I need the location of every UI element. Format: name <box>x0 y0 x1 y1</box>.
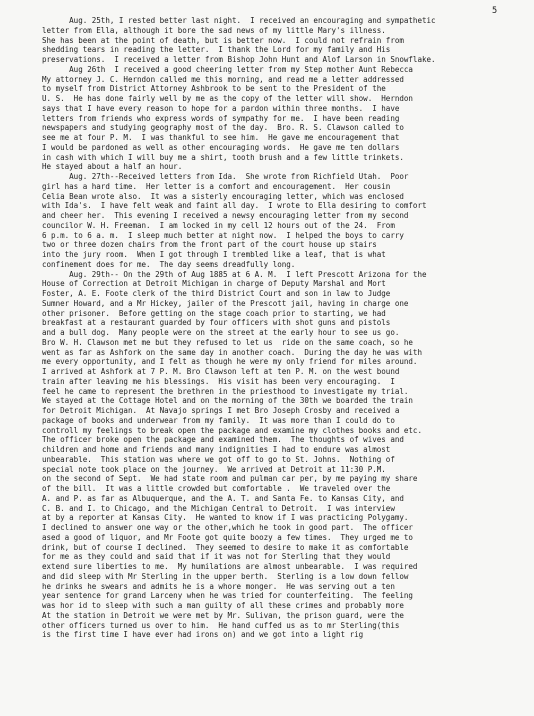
text-line: and cheer her. This evening I received a newsy encouraging letter from my second <box>42 211 409 220</box>
text-line: Celia Bean wrote also. It was a sisterly encouraging letter, which was enclosed <box>42 191 404 201</box>
text-line: councilor W. H. Freeman. I am locked in my cell 12 hours out of the 24. From <box>42 220 395 230</box>
text-line: 6 p.m. to 6 a. m. I sleep much better at night now. I helped the boys to carry <box>42 230 404 240</box>
text-line: The officer broke open the package and examined them. The thoughts of wives and <box>42 435 404 445</box>
text-line: We stayed at the Cottage Hotel and on the morning of the 30th we boarded the train <box>42 396 413 406</box>
text-line: with Ida's. I have felt weak and faint all day. I wrote to Ella desiring to comfort <box>42 201 427 211</box>
text-line: My attorney J. C. Herndon called me this morning, and read me a letter addressed <box>42 74 404 84</box>
text-line: ased a good of liquor, and Mr Foote got quite boozy a few times. They urged me to <box>42 532 413 542</box>
text-line: he drinks he swears and admits he is a whore monger. He was serving out a ten <box>42 581 395 591</box>
text-line: extend sure liberties to me. My humilations are almost unbearable. I was required <box>42 562 418 571</box>
text-line: letters from friends who express words of sympathy for me. I have been reading <box>42 113 400 123</box>
text-line: He stayed about a half an hour. <box>42 162 183 172</box>
text-line: At the station in Detroit we were met by Mr. Sulivan, the prison guard, were the <box>42 610 404 620</box>
text-line: Sumner Howard, and a Mr Hickey, jailer of the Prescott jail, having in charge one <box>42 298 409 308</box>
text-line: House of Correction at Detroit Michigan in charge of Deputy Marshal and Mort <box>42 279 386 289</box>
text-line: Aug. 29th-- On the 29th of Aug 1885 at 6 A. M. I left Prescott Arizona for the <box>42 269 427 279</box>
text-line: children and home and friends and many indignities I had to endure was almost <box>42 445 391 454</box>
text-line: preservations. I received a letter from Bishop John Hunt and Alof Larson in Snowflake. <box>42 55 436 64</box>
text-line: special note took place on the journey. We arrived at Detroit at 11:30 P.M. <box>42 464 386 474</box>
text-line: feel he came to represent the brethren in the priesthood to investigate my trial. <box>42 386 409 396</box>
text-line: other prisoner. Before getting on the stage coach prior to starting, we had <box>42 308 386 318</box>
text-line: I declined to answer one way or the other,which he took in good part. The officer <box>42 523 413 532</box>
text-line: in cash with which I will buy me a shirt, tooth brush and a few little trinkets. <box>42 152 404 162</box>
text-line: on the second of Sept. We had state room and pulman car per, by me paying my share <box>42 474 418 484</box>
text-line: Aug 26th I received a good cheering letter from my Step mother Aunt Rebecca <box>42 64 413 74</box>
text-line: I arrived at Ashfork at 7 P. M. Bro Clawson left at ten P. M. on the west bound <box>42 367 400 376</box>
text-line: U. S. He has done fairly well by me as the copy of the letter will show. Herndon <box>42 94 413 103</box>
text-line: went as far as Ashfork on the same day in another coach. During the day he was with <box>42 347 422 357</box>
text-line: for me as they could and said that if it was not for Sterling that they would <box>42 552 391 562</box>
text-line: breakfast at a restaurant guarded by four officers with shot guns and pistols <box>42 318 391 328</box>
text-line: Bro W. H. Clawson met me but they refused to let us ride on the same coach, so he <box>42 337 413 347</box>
text-line: shedding tears in reading the letter. I thank the Lord for my family and His <box>42 45 391 55</box>
text-line: two or three dozen chairs from the front part of the court house up stairs <box>42 240 377 250</box>
text-line: I would be pardoned as well as other encouraging words. He gave me ten dollars <box>42 142 400 152</box>
text-line: says that I have every reason to hope for a pardon within three months. I have <box>42 103 400 113</box>
text-line: A. and P. as far as Albuquerque, and the A. T. and Santa Fe. to Kansas City, and <box>42 493 404 503</box>
text-line: package of books and underwear from my family. It was more than I could do to <box>42 415 395 425</box>
text-line: C. B. and I. to Chicago, and the Michigan Central to Detroit. I was interview <box>42 503 395 513</box>
journal-text <box>42 16 522 640</box>
text-line: Aug. 25th, I rested better last night. I received an encouraging and sympathetic <box>42 16 436 25</box>
text-line: She has been at the point of death, but is better now. I could not refrain from <box>42 35 404 45</box>
text-line: for Detroit Michigan. At Navajo springs I met Bro Joseph Crosby and received a <box>42 406 400 415</box>
text-line: to myself from District Attorney Ashbrook to be sent to the President of the <box>42 84 386 94</box>
text-line: year sentence for grand Larceny when he was tried for counterfeiting. The feeling <box>42 591 413 601</box>
text-line: newspapers and studying geography most of the day. Bro. R. S. Clawson called to <box>42 123 404 133</box>
text-line: confinement does for me. The day seems dreadfully long. <box>42 259 296 269</box>
text-line: other officers turned us over to him. He hand cuffed us as to mr Sterling(this <box>42 620 400 630</box>
text-line: of the bill. It was a little crowded but comfortable . We traveled over the <box>42 484 391 493</box>
text-line: and did sleep with Mr Sterling in the upper berth. Sterling is a low down fellow <box>42 571 409 581</box>
text-line: girl has a hard time. Her letter is a comfort and encouragement. Her cousin <box>42 181 391 191</box>
page-number: 5 <box>492 6 498 16</box>
text-line: unbearable. This station was where we got off to go to St. Johns. Nothing of <box>42 454 395 464</box>
text-line: controll my feelings to break open the package and examine my clothes books and etc. <box>42 425 422 435</box>
text-line: Aug. 27th--Received letters from Ida. She wrote from Richfield Utah. Poor <box>42 172 409 181</box>
text-line: is the first time I have ever had irons on) and we got into a light rig <box>42 630 364 640</box>
text-line: train after leaving me his blessings. His visit has been very encouraging. I <box>42 376 395 386</box>
text-line: and a bull dog. Many people were on the street at the early hour to see us go. <box>42 328 400 337</box>
text-line: into the jury room. When I got through I trembled like a leaf, that is what <box>42 250 386 259</box>
text-line: was hor id to sleep with such a man guilty of all these crimes and probably more <box>42 601 404 610</box>
text-line: Foster, A. E. Foote clerk of the third District Court and son in law to Judge <box>42 289 391 298</box>
text-line: letter from Ella, although it bore the sad news of my little Mary's illness. <box>42 25 386 35</box>
text-line: see me at four P. M. I was thankful to see him. He gave me encouragement that <box>42 133 400 142</box>
text-line: me every opportunity, and I felt as though he were my only friend for miles around. <box>42 357 418 367</box>
text-line: drink, but of course I declined. They seemed to desire to make it as comfortable <box>42 542 409 552</box>
text-line: at by a reporter at Kansas City. He wanted to know if I was practicing Polygamy. <box>42 513 409 523</box>
